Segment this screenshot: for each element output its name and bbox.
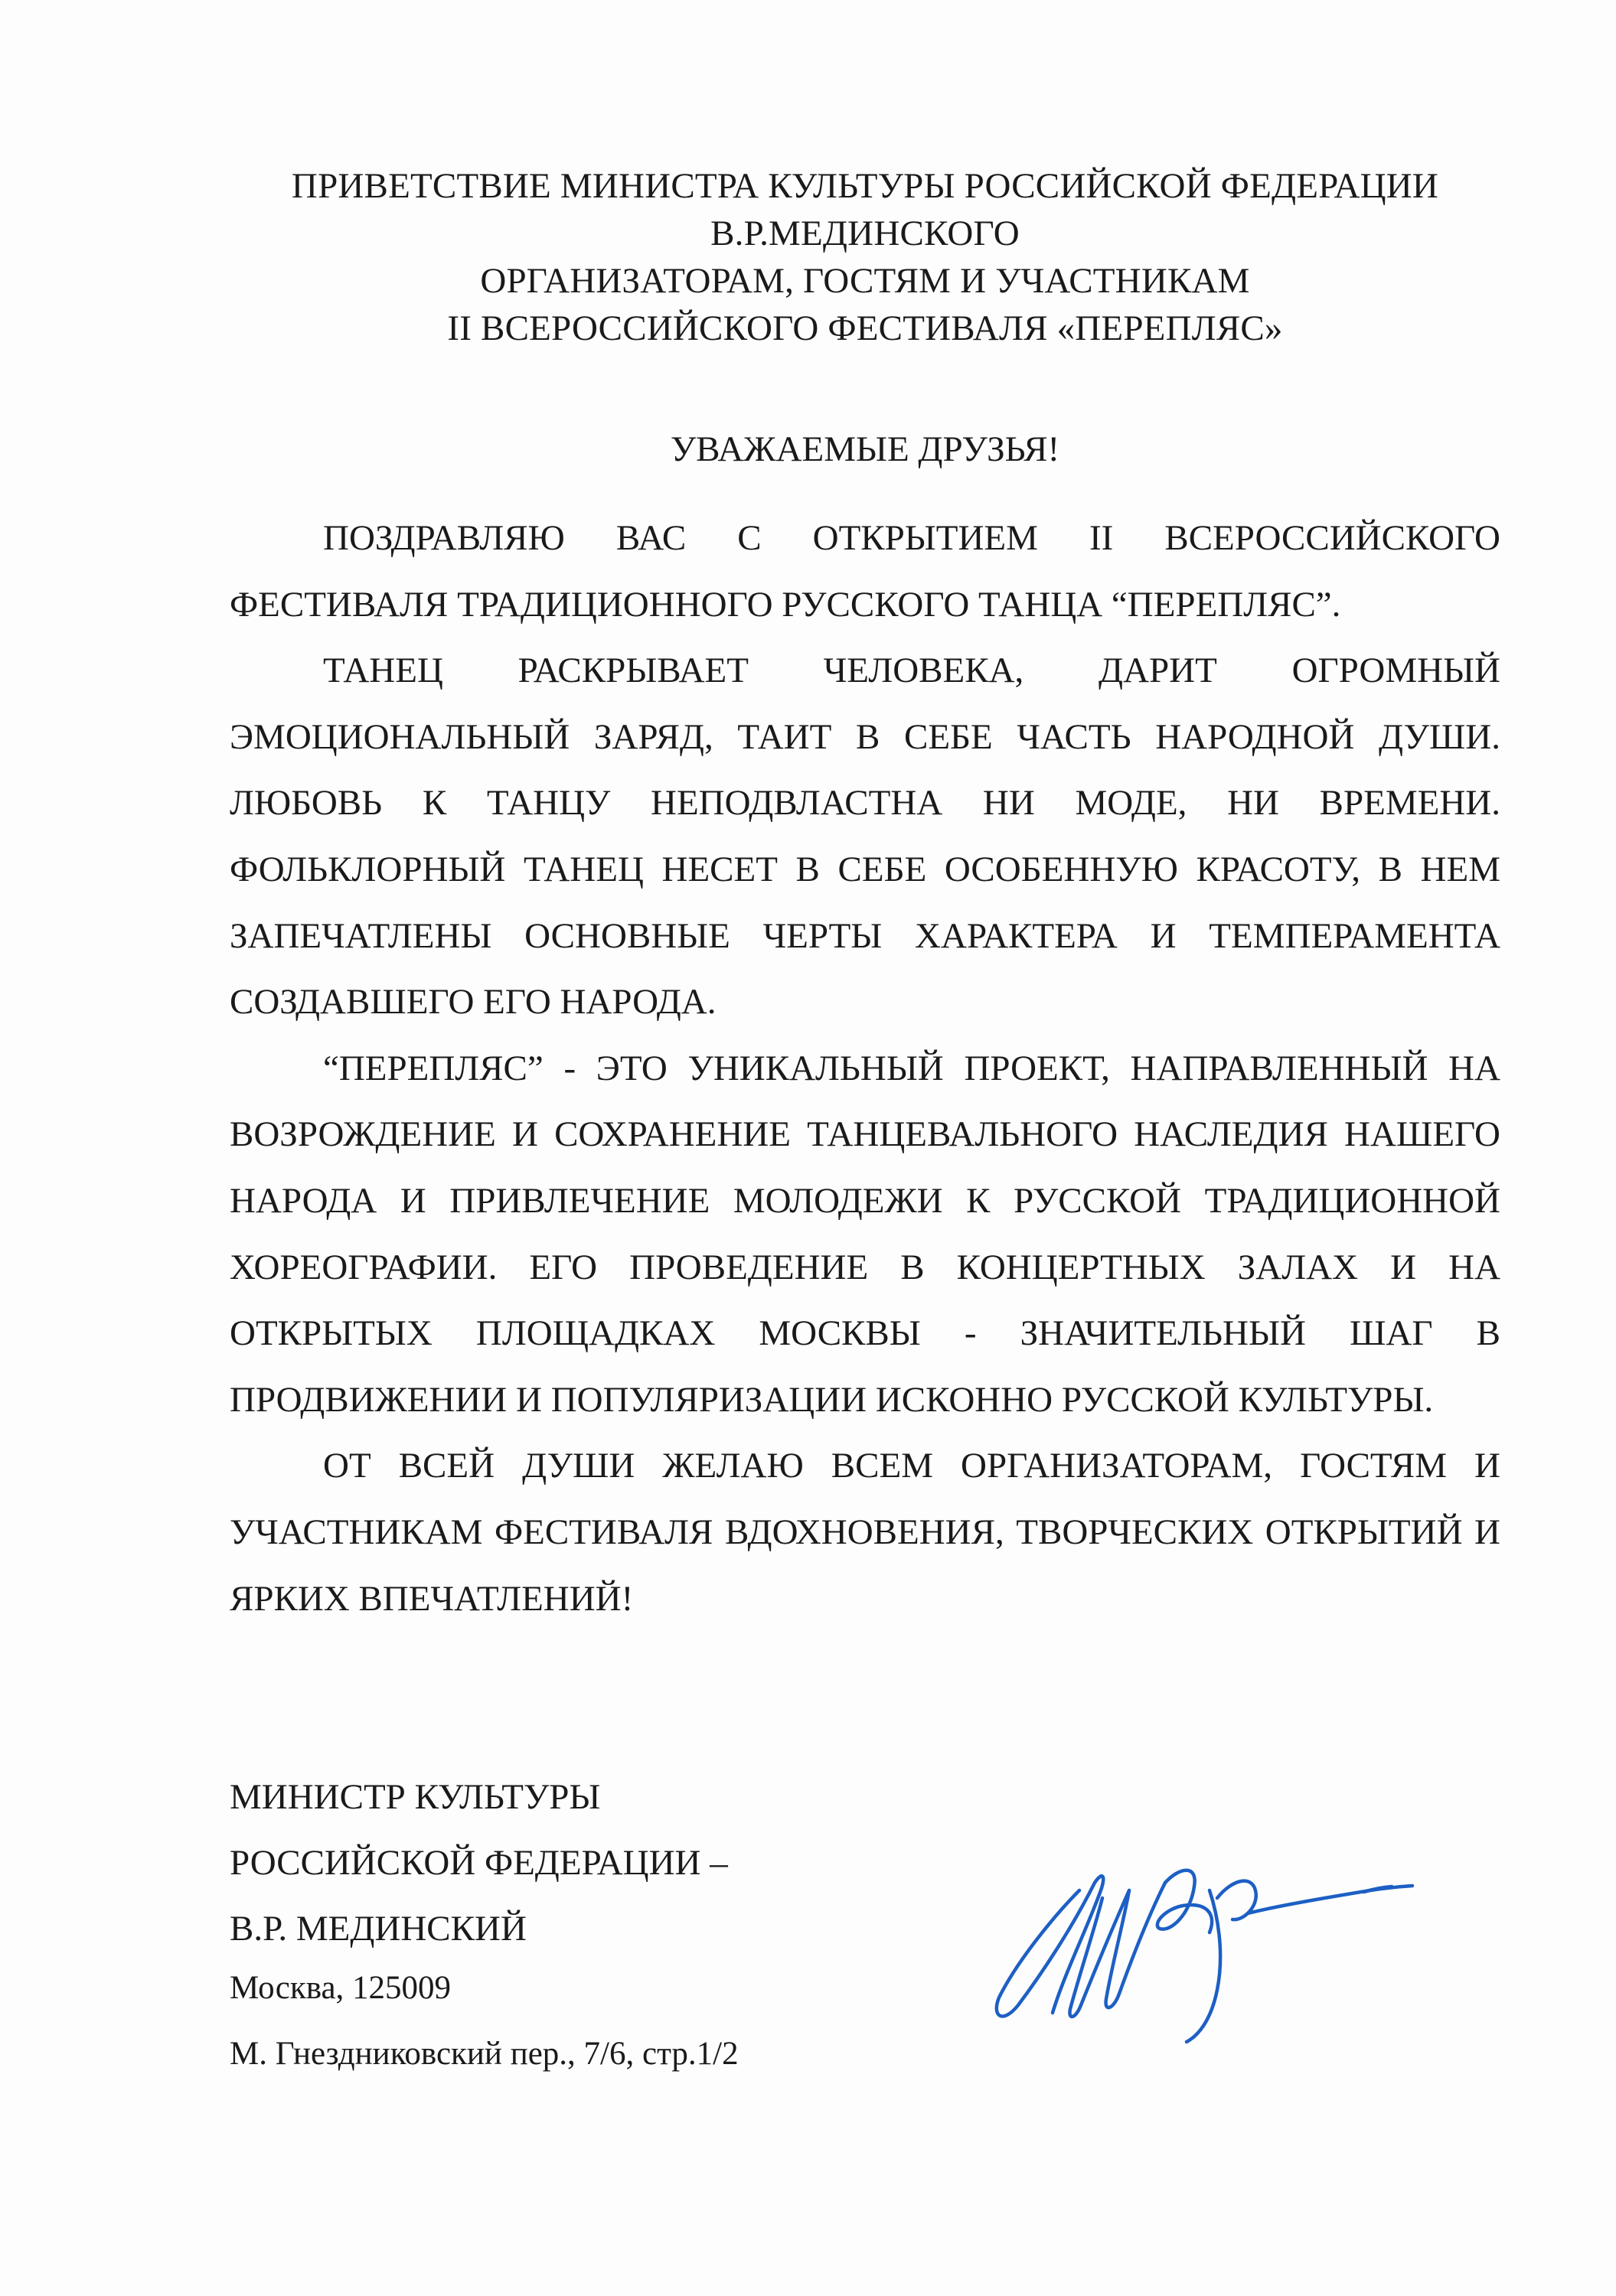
address-street: М. Гнездниковский пер., 7/6, стр.1/2 [230, 2036, 739, 2072]
header-line-1: ПРИВЕТСТВИЕ МИНИСТРА КУЛЬТУРЫ РОССИЙСКОЙ ФЕДЕРАЦИИ [291, 166, 1439, 206]
paragraph-1: ПОЗДРАВЛЯЮ ВАС С ОТКРЫТИЕМ II ВСЕРОССИЙСКОГО ФЕСТИВАЛЯ ТРАДИЦИОННОГО РУССКОГО ТАНЦА “ПЕРЕПЛЯС”. [230, 518, 1500, 625]
signatory-block [230, 1764, 728, 1962]
signatory-line-2: РОССИЙСКОЙ ФЕДЕРАЦИИ – [230, 1843, 728, 1883]
paragraph-4: ОТ ВСЕЙ ДУШИ ЖЕЛАЮ ВСЕМ ОРГАНИЗАТОРАМ, ГОСТЯМ И УЧАСТНИКАМ ФЕСТИВАЛЯ ВДОХНОВЕНИЯ, ТВОРЧЕСКИХ ОТКРЫТИЙ И ЯРКИХ ВПЕЧАТЛЕНИЙ! [230, 1446, 1500, 1619]
document-header [191, 162, 1539, 352]
paragraph-3: “ПЕРЕПЛЯС” - ЭТО УНИКАЛЬНЫЙ ПРОЕКТ, НАПРАВЛЕННЫЙ НА ВОЗРОЖДЕНИЕ И СОХРАНЕНИЕ ТАНЦЕВАЛЬНОГО НАСЛЕДИЯ НАШЕГО НАРОДА И ПРИВЛЕЧЕНИЕ МОЛОДЕЖИ К РУССКОЙ ТРАДИЦИОННОЙ ХОРЕОГРАФИИ. ЕГО ПРОВЕДЕНИЕ В КОНЦЕРТНЫХ ЗАЛАХ И НА ОТКРЫТЫХ ПЛОЩАДКАХ МОСКВЫ - ЗНАЧИТЕЛЬНЫЙ ШАГ В ПРОДВИЖЕНИИ И ПОПУЛЯРИЗАЦИИ ИСКОННО РУССКОЙ КУЛЬТУРЫ. [230, 1048, 1500, 1420]
header-line-2: В.Р.МЕДИНСКОГО [710, 214, 1020, 253]
signatory-line-1: МИНИСТР КУЛЬТУРЫ [230, 1777, 601, 1817]
address-city: Москва, 125009 [230, 1970, 452, 2006]
salutation: УВАЖАЕМЫЕ ДРУЗЬЯ! [670, 429, 1060, 469]
letter-body [230, 505, 1500, 1632]
paragraph-2: ТАНЕЦ РАСКРЫВАЕТ ЧЕЛОВЕКА, ДАРИТ ОГРОМНЫЙ ЭМОЦИОНАЛЬНЫЙ ЗАРЯД, ТАИТ В СЕБЕ ЧАСТЬ НАРОДНОЙ ДУШИ. ЛЮБОВЬ К ТАНЦУ НЕПОДВЛАСТНА НИ МОДЕ, НИ ВРЕМЕНИ. ФОЛЬКЛОРНЫЙ ТАНЕЦ НЕСЕТ В СЕБЕ ОСОБЕННУЮ КРАСОТУ, В НЕМ ЗАПЕЧАТЛЕНЫ ОСНОВНЫЕ ЧЕРТЫ ХАРАКТЕРА И ТЕМПЕРАМЕНТА СОЗДАВШЕГО ЕГО НАРОДА. [230, 651, 1500, 1022]
header-line-3: ОРГАНИЗАТОРАМ, ГОСТЯМ И УЧАСТНИКАМ [480, 261, 1250, 301]
header-line-4: II ВСЕРОССИЙСКОГО ФЕСТИВАЛЯ «ПЕРЕПЛЯС» [447, 308, 1283, 348]
handwritten-signature [988, 1799, 1416, 2051]
signatory-line-3: В.Р. МЕДИНСКИЙ [230, 1909, 527, 1949]
address-block [230, 1955, 739, 2087]
